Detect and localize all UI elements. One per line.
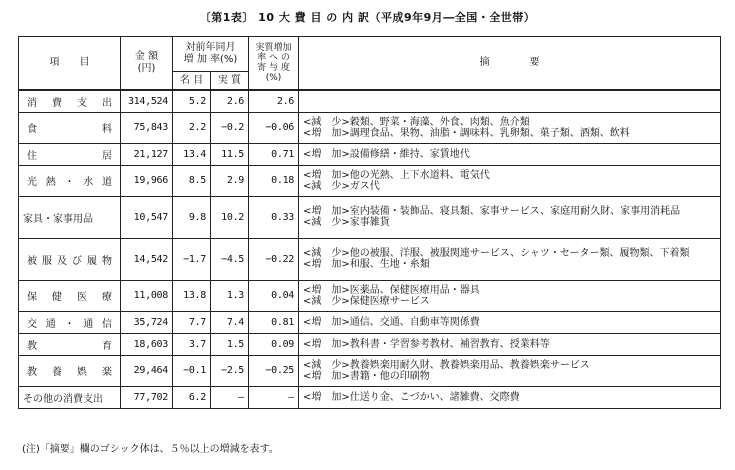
row-item: 交通・通信 xyxy=(19,311,121,333)
row-contrib: −0.06 xyxy=(249,112,299,143)
header-contrib: 実質増加 率 へ の 寄 与 度 (%) xyxy=(249,37,299,91)
row-item: その他の消費支出 xyxy=(19,386,121,408)
summary-line: <増 加>設備修繕・維持、家賃地代 xyxy=(303,148,470,160)
header-real: 実 質 xyxy=(211,72,249,91)
expenditure-table xyxy=(18,36,721,409)
table-title: 〔第1表〕 10 大 費 目 の 内 訳（平成9年9月―全国・全世帯） xyxy=(199,11,536,24)
row-summary xyxy=(299,143,721,165)
row-nominal: 7.7 xyxy=(173,311,211,333)
row-summary xyxy=(299,196,721,238)
header-summary: 摘 要 xyxy=(299,37,721,91)
table-row xyxy=(19,143,721,165)
table-row xyxy=(19,355,721,386)
row-amount: 19,966 xyxy=(121,165,173,196)
row-contrib: 0.71 xyxy=(249,143,299,165)
row-nominal: 6.2 xyxy=(173,386,211,408)
row-summary xyxy=(299,112,721,143)
row-summary xyxy=(299,311,721,333)
row-contrib: ― xyxy=(249,386,299,408)
row-contrib: 0.09 xyxy=(249,333,299,355)
row-amount: 35,724 xyxy=(121,311,173,333)
row-real: 2.9 xyxy=(211,165,249,196)
row-contrib: 2.6 xyxy=(249,90,299,112)
row-item: 消費支出 xyxy=(19,90,121,112)
row-amount: 77,702 xyxy=(121,386,173,408)
summary-line: <増 加>室内装備・装飾品、寝具類、家事サービス、家庭用耐久財、家事用消耗品 xyxy=(303,206,681,217)
row-summary xyxy=(299,355,721,386)
summary-line: <増 加>医薬品、保健医療用品・器具 xyxy=(303,284,480,296)
table-row xyxy=(19,311,721,333)
row-summary xyxy=(299,165,721,196)
header-yoy: 対前年同月 増 加 率(%) xyxy=(173,37,249,72)
row-amount: 75,843 xyxy=(121,112,173,143)
summary-line: <減 少>穀類、野菜・海藻、外食、肉類、魚介類 xyxy=(303,116,530,128)
row-contrib: 0.18 xyxy=(249,165,299,196)
row-real: 1.3 xyxy=(211,280,249,311)
row-summary xyxy=(299,238,721,280)
summary-line: <減 少>家事雑貨 xyxy=(303,217,390,228)
row-amount: 29,464 xyxy=(121,355,173,386)
row-item: 教育 xyxy=(19,333,121,355)
table-row xyxy=(19,280,721,311)
summary-line: <増 加>教科書・学習参考教材、補習教育、授業料等 xyxy=(303,338,550,350)
table-row xyxy=(19,386,721,408)
table-row xyxy=(19,196,721,238)
row-amount: 18,603 xyxy=(121,333,173,355)
row-nominal: −0.1 xyxy=(173,355,211,386)
row-nominal: 3.7 xyxy=(173,333,211,355)
row-nominal: 2.2 xyxy=(173,112,211,143)
row-item: 食料 xyxy=(19,112,121,143)
row-item: 保健医療 xyxy=(19,280,121,311)
row-item: 住居 xyxy=(19,143,121,165)
header-item: 項 目 xyxy=(19,37,121,91)
row-nominal: −1.7 xyxy=(173,238,211,280)
summary-line: <増 加>他の光熱、上下水道料、電気代 xyxy=(303,169,490,181)
row-nominal: 13.4 xyxy=(173,143,211,165)
row-contrib: −0.25 xyxy=(249,355,299,386)
summary-line: <減 少>ガス代 xyxy=(303,180,380,192)
row-real: ― xyxy=(211,386,249,408)
row-summary xyxy=(299,90,721,112)
summary-line: <減 少>他の被服、洋服、被服関連サービス、シャツ・セーター類、履物類、下着類 xyxy=(303,248,690,259)
row-item: 被服及び履物 xyxy=(19,238,121,280)
summary-line: <増 加>通信、交通、自動車等関係費 xyxy=(303,316,480,328)
row-contrib: 0.81 xyxy=(249,311,299,333)
table-row xyxy=(19,90,721,112)
table-row xyxy=(19,333,721,355)
summary-line: <増 加>調理食品、果物、油脂・調味料、乳卵類、菓子類、酒類、飲料 xyxy=(303,127,630,139)
row-nominal: 5.2 xyxy=(173,90,211,112)
summary-line: <増 加>仕送り金、こづかい、諸雑費、交際費 xyxy=(303,391,520,403)
row-real: −0.2 xyxy=(211,112,249,143)
table-row xyxy=(19,238,721,280)
row-real: 2.6 xyxy=(211,90,249,112)
summary-line: <増 加>和服、生地・糸類 xyxy=(303,259,430,270)
header-amount: 金 額 (円) xyxy=(121,37,173,91)
row-item: 教養娯楽 xyxy=(19,355,121,386)
summary-line: <減 少>教養娯楽用耐久財、教養娯楽用品、教養娯楽サービス xyxy=(303,359,590,371)
footnote: (注)「摘要」欄のゴシック体は、５％以上の増減を表す。 xyxy=(22,444,279,455)
row-contrib: 0.33 xyxy=(249,196,299,238)
row-real: −2.5 xyxy=(211,355,249,386)
row-summary xyxy=(299,333,721,355)
table-row xyxy=(19,112,721,143)
row-item: 家具・家事用品 xyxy=(19,196,121,238)
row-amount: 14,542 xyxy=(121,238,173,280)
row-nominal: 9.8 xyxy=(173,196,211,238)
summary-line: <増 加>書籍・他の印刷物 xyxy=(303,370,430,382)
row-real: 10.2 xyxy=(211,196,249,238)
row-real: 7.4 xyxy=(211,311,249,333)
row-real: 1.5 xyxy=(211,333,249,355)
row-real: −4.5 xyxy=(211,238,249,280)
row-amount: 10,547 xyxy=(121,196,173,238)
summary-line: <減 少>保健医療サービス xyxy=(303,295,430,307)
row-summary xyxy=(299,280,721,311)
row-amount: 11,008 xyxy=(121,280,173,311)
row-summary xyxy=(299,386,721,408)
row-nominal: 8.5 xyxy=(173,165,211,196)
row-nominal: 13.8 xyxy=(173,280,211,311)
row-real: 11.5 xyxy=(211,143,249,165)
table-row xyxy=(19,165,721,196)
row-item: 光熱・水道 xyxy=(19,165,121,196)
row-amount: 21,127 xyxy=(121,143,173,165)
row-contrib: 0.04 xyxy=(249,280,299,311)
row-amount: 314,524 xyxy=(121,90,173,112)
header-nominal: 名 目 xyxy=(173,72,211,91)
row-contrib: −0.22 xyxy=(249,238,299,280)
